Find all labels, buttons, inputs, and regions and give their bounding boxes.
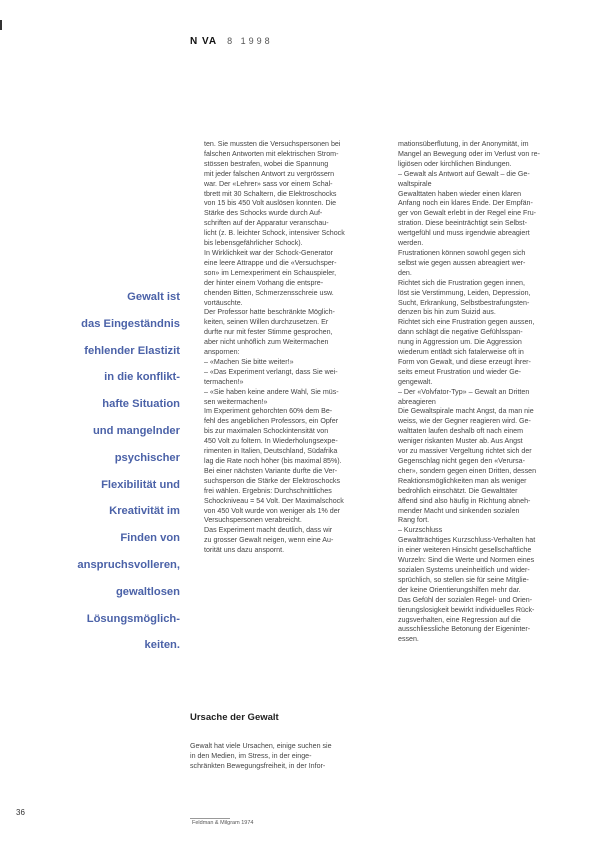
text-line: ten. Sie mussten die Versuchspersonen bei	[204, 140, 341, 148]
text-line: von 450 Volt wurde von weniger als 1% der	[204, 506, 341, 515]
pull-quote-line: anspruchsvolleren,	[77, 558, 180, 571]
text-line: Bei einer nächsten Variante durfte die Ver-	[204, 466, 338, 475]
text-line: Der Professor hatte beschränkte Möglich-	[204, 308, 335, 317]
text-line: tierungslosigkeit bewirkt individuelles Rück-	[398, 605, 535, 614]
text-line: wiederum entlädt sich fatalerweise oft in	[398, 348, 524, 357]
text-line: Gewalt hat viele Ursachen, einige suchen sie	[190, 742, 332, 750]
text-line: suchsperson die Stärke der Elektroschocks	[204, 476, 341, 485]
text-line: 450 Volt zu foltern. In Wiederholungsexpe-	[204, 437, 338, 446]
text-line: Sucht, Erkrankung, Selbstbestrafungsten-	[398, 298, 530, 307]
text-line: Gegenschlag nicht gegen den «Verursa-	[398, 457, 525, 465]
text-line: Stärke des Schocks wurde durch Auf-	[204, 209, 323, 218]
text-line: Frustrationen können sowohl gegen sich	[398, 248, 526, 257]
text-column-left	[204, 140, 386, 556]
text-line: tbrett mit 30 Schaltern, die Elektroschocks	[204, 189, 337, 198]
section-heading: Ursache der Gewalt	[190, 712, 279, 723]
pull-quote-line: das Eingeständnis	[81, 317, 180, 330]
pull-quote-line: gewaltlosen	[115, 585, 180, 598]
text-line: Das Gefühl der sozialen Regel- und Orien-	[398, 595, 533, 604]
pull-quote-line: in die konflikt-	[104, 371, 180, 384]
text-line: löst sie Verstimmung, Leiden, Depression,	[398, 288, 531, 297]
text-line: rimenten in Italien, Deutschland, Südafrika	[204, 447, 338, 456]
text-line: war. Der «Lehrer» sass vor einem Schal-	[204, 179, 333, 188]
page-number: 36	[16, 808, 25, 817]
text-line: – Kurzschluss	[398, 526, 443, 535]
pull-quote-line: psychischer	[114, 451, 180, 464]
text-line: keiten, seinen Willen durchzusetzen. Er	[204, 318, 329, 327]
text-line: dann schlägt die negative Gefühlsspan-	[398, 328, 523, 337]
text-line: Gewaltträchtiges Kurzschluss-Verhalten hat	[398, 536, 536, 545]
text-line: Gewalttaten haben wieder einen klaren	[398, 189, 522, 198]
text-line: wertgefühl und muss irgendwie abreagiert	[398, 229, 530, 238]
text-line: werden.	[398, 239, 424, 248]
text-line: bedrohlich einschätzt. Die Gewalttäter	[398, 486, 518, 495]
text-line: eine leere Attrappe und die «Versuchsper-	[204, 258, 337, 267]
text-line: torität uns dazu anspornt.	[204, 546, 285, 555]
text-line: selbst wie gegen aussen abreagiert wer-	[398, 258, 526, 267]
text-line: stössen bestrafen, wobei die Spannung	[204, 159, 329, 168]
text-line: der hinter einem Vorhang die entspre-	[204, 278, 324, 287]
text-line: – Gewalt als Antwort auf Gewalt – die Ge-	[398, 169, 530, 178]
text-line: frei wählen. Ergebnis: Durchschnittliches	[204, 486, 332, 495]
text-line: mit jeder falschen Antwort zu vergrössern	[204, 169, 335, 178]
text-line: der keine Orientierungshilfen mehr dar.	[398, 585, 521, 594]
text-line: fehl des angeblichen Professors, ein Opfer	[204, 417, 339, 426]
text-line: durfte nur mit fester Stimme gesprochen,	[204, 328, 333, 337]
footnote-rule	[190, 818, 230, 819]
text-line: – Der «Volvfator-Typ» – Gewalt an Dritten	[398, 387, 530, 396]
pull-quote-line: Kreativität im	[109, 505, 180, 518]
text-line: cher», sondern gegen einen Dritten, dessen	[398, 466, 537, 475]
text-line: – «Sie haben keine andere Wahl, Sie müs-	[204, 387, 339, 396]
text-line: von 15 bis 450 Volt auslösen konnten. Die	[204, 199, 337, 208]
text-line: stration. Diese beeinträchtigt sein Selbst-	[398, 219, 527, 228]
text-line: ligiösen oder kirchlichen Bindungen.	[398, 159, 512, 168]
text-line: Rang fort.	[398, 516, 430, 525]
text-line: weniger riskanten Muster ab. Aus Angst	[398, 437, 523, 446]
text-line: Mangel an Bewegung oder im Verlust von re-	[398, 149, 540, 158]
text-line: den.	[398, 268, 412, 277]
text-line: Form von Gewalt, und diese erzeugt ihrer-	[398, 357, 531, 366]
text-line: schriften auf der Apparatur veranschau-	[204, 219, 329, 228]
pull-quote-line: Flexibilität und	[101, 478, 180, 491]
text-line: äffend sind also häufig in Richtung abneh-	[398, 496, 531, 505]
text-line: anspornen:	[204, 348, 240, 357]
scan-edge-mark	[0, 20, 8, 30]
pull-quote-line: und mangelnder	[92, 424, 180, 437]
text-line: sozialen Systems uneinheitlich und wider-	[398, 565, 530, 574]
text-line: termachen!»	[204, 377, 244, 386]
pull-quote-line: fehlender Elastizit	[84, 344, 180, 357]
text-line: walttaten laufen deshalb oft nach einem	[398, 427, 524, 436]
text-line: Schockniveau = 54 Volt. Der Maximalschock	[204, 496, 344, 505]
text-line: in einer weiteren Hinsicht gesellschaftliche	[398, 546, 532, 555]
pull-quote	[24, 284, 180, 659]
text-line: zugsverhalten, eine Regression auf die	[398, 615, 521, 624]
pull-quote-line: Gewalt ist	[127, 291, 180, 303]
text-line: gengewalt.	[398, 377, 433, 386]
text-line: sprüchlich, so stellen sie für seine Mitglie-	[398, 575, 529, 584]
text-line: Die Gewaltspirale macht Angst, da man nie	[398, 407, 534, 416]
text-line: waltspirale	[398, 179, 432, 188]
pull-quote-line: hafte Situation	[102, 398, 180, 411]
text-line: Richtet sich eine Frustration gegen aussen,	[398, 318, 535, 327]
text-line: mationsüberflutung, in der Anonymität, im	[398, 140, 529, 148]
footnote: Feldman & Milgram 1974	[192, 820, 254, 826]
text-line: In Wirklichkeit war der Schock-Generator	[204, 248, 333, 257]
text-line: essen.	[398, 635, 419, 644]
text-line: Das Experiment macht deutlich, dass wir	[204, 526, 333, 535]
issue-number: 8 1998	[227, 36, 273, 46]
text-line: schränkten Bewegungsfreiheit, in der Infor-	[190, 761, 326, 770]
text-line: zu grosser Gewalt neigen, wenn eine Au-	[204, 536, 334, 545]
text-line: nung in Aggression um. Die Aggression	[398, 338, 522, 347]
text-line: lag die Rate noch höher (bis maximal 85%).	[204, 457, 342, 465]
text-line: – «Machen Sie bitte weiter!»	[204, 357, 294, 366]
page-header	[190, 36, 273, 47]
text-line: weiss, wie der Gegner reagieren wird. Ge-	[398, 417, 531, 426]
pull-quote-line: keiten.	[144, 639, 180, 652]
text-line: bis zur maximalen Schockintensität von	[204, 427, 329, 436]
text-line: sen weitermachen!»	[204, 397, 268, 406]
text-line: – «Das Experiment verlangt, dass Sie wei-	[204, 367, 338, 376]
text-line: Richtet sich die Frustration gegen innen,	[398, 278, 525, 287]
text-line: ausschliessliche Betonung der Eigeninter-	[398, 625, 531, 634]
text-line: ger von Gewalt erlebt in der Regel eine Fru-	[398, 209, 537, 218]
text-line: Versuchspersonen verabreicht.	[204, 516, 302, 525]
magazine-logo: N VA	[190, 36, 218, 47]
text-line: denzen bis hin zum Suizid aus.	[398, 308, 496, 317]
text-line: vortäuschte.	[204, 298, 243, 307]
text-line: falschen Antworten mit elektrischen Strom-	[204, 149, 339, 158]
text-line: vor zu massiver Vergeltung richtet sich der	[398, 447, 532, 456]
pull-quote-line: Finden von	[120, 532, 180, 545]
text-line: chenden Bitten, Schmerzensschreie usw.	[204, 288, 334, 297]
text-line: Anfang noch ein klares Ende. Der Empfän-	[398, 199, 533, 208]
pull-quote-line: Lösungsmöglich-	[86, 612, 180, 625]
text-line: licht (z. B. leichter Schock, intensiver Schock	[204, 229, 345, 238]
text-line: abreagieren	[398, 397, 436, 406]
text-line: Reaktionsmöglichkeiten man als weniger	[398, 476, 527, 485]
text-line: in den Medien, im Stress, in der einge-	[190, 751, 312, 760]
text-line: son» im Lernexperiment ein Schauspieler,	[204, 268, 337, 277]
text-line: bis lebensgefährlicher Schock).	[204, 239, 303, 248]
text-line: mender Macht und sinkenden sozialen	[398, 506, 520, 515]
text-column-left-lower	[190, 742, 386, 772]
text-column-right	[398, 140, 584, 645]
text-line: aber nicht unhöflich zum Weitermachen	[204, 338, 329, 347]
text-line: seits erneut Frustration und wieder Ge-	[398, 367, 522, 376]
text-line: Im Experiment gehorchten 60% dem Be-	[204, 407, 333, 416]
text-line: Wurzeln: Sind die Werte und Normen eines	[398, 556, 535, 565]
